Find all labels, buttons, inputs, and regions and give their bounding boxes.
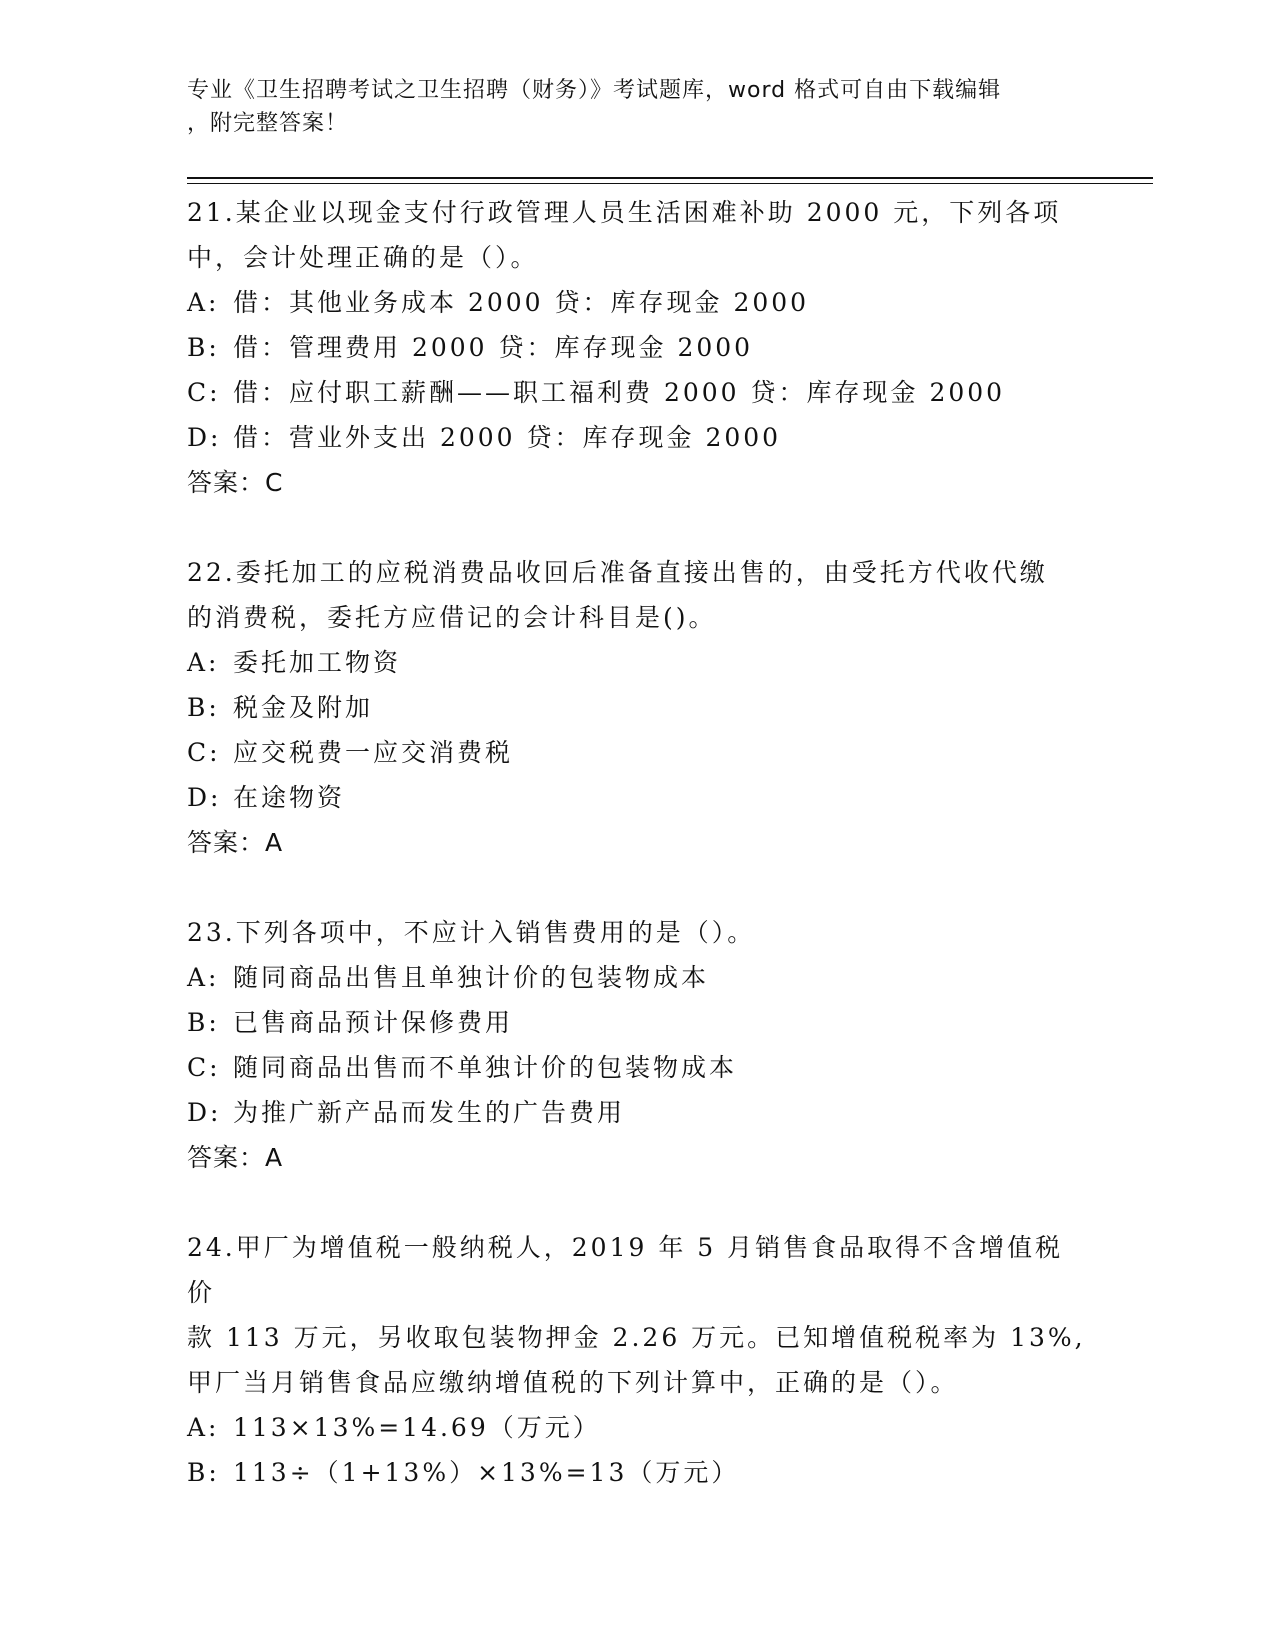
document-header: [187, 74, 1087, 140]
option-key: B:: [187, 693, 220, 722]
option-key: C:: [187, 378, 221, 407]
question-spacer: [187, 1180, 1087, 1225]
option-text: 借：营业外支出 2000 贷：库存现金 2000: [233, 423, 782, 452]
question-stem-line: 甲厂当月销售食品应缴纳增值税的下列计算中，正确的是（）。: [187, 1368, 959, 1397]
option-text: 应交税费一应交消费税: [233, 738, 514, 767]
answer-line: 答案：A: [187, 828, 284, 857]
option-text: 随同商品出售且单独计价的包装物成本: [233, 963, 710, 992]
question-stem-line: 24.甲厂为增值税一般纳税人，2019 年 5 月销售食品取得不含增值税价: [187, 1233, 1064, 1307]
question-24: [187, 1225, 1087, 1495]
option-c: [187, 1045, 1087, 1090]
option-a: [187, 640, 1087, 685]
option-key: B:: [187, 333, 220, 362]
option-key: C:: [187, 1053, 221, 1082]
option-text: 为推广新产品而发生的广告费用: [233, 1098, 626, 1127]
option-a: [187, 280, 1087, 325]
option-key: A:: [187, 963, 220, 992]
option-d: [187, 415, 1087, 460]
option-a: [187, 955, 1087, 1000]
option-text: 已售商品预计保修费用: [233, 1008, 514, 1037]
option-d: [187, 775, 1087, 820]
question-23: [187, 910, 1087, 1180]
option-text: 借：管理费用 2000 贷：库存现金 2000: [233, 333, 754, 362]
question-list: [187, 190, 1087, 1495]
question-stem-line: 中，会计处理正确的是（）。: [187, 243, 539, 272]
option-key: A:: [187, 648, 220, 677]
option-key: C:: [187, 738, 221, 767]
option-key: B:: [187, 1458, 220, 1487]
option-key: D:: [187, 783, 222, 812]
option-text: 随同商品出售而不单独计价的包装物成本: [233, 1053, 738, 1082]
question-stem-line: 21.某企业以现金支付行政管理人员生活困难补助 2000 元，下列各项: [187, 198, 1062, 227]
option-a: [187, 1405, 1087, 1450]
option-key: B:: [187, 1008, 220, 1037]
option-key: D:: [187, 1098, 222, 1127]
question-stem-line: 款 113 万元，另收取包装物押金 2.26 万元。已知增值税税率为 13%,: [187, 1323, 1086, 1352]
question-22: [187, 550, 1087, 865]
answer-line: 答案：C: [187, 468, 284, 497]
option-b: [187, 325, 1087, 370]
option-c: [187, 730, 1087, 775]
option-text: 税金及附加: [233, 693, 374, 722]
option-key: A:: [187, 1413, 220, 1442]
question-spacer: [187, 505, 1087, 550]
question-21: [187, 190, 1087, 505]
header-divider-thick: [187, 177, 1153, 179]
option-key: D:: [187, 423, 222, 452]
header-line-2: ，附完整答案！: [187, 111, 349, 136]
option-text: 委托加工物资: [233, 648, 402, 677]
option-b: [187, 685, 1087, 730]
option-key: A:: [187, 288, 220, 317]
question-stem-line: 23.下列各项中，不应计入销售费用的是（）。: [187, 918, 756, 947]
header-divider-thin: [187, 183, 1153, 184]
option-b: [187, 1450, 1087, 1495]
header-line-1: 专业《卫生招聘考试之卫生招聘（财务）》考试题库，word 格式可自由下载编辑: [187, 78, 1002, 103]
question-spacer: [187, 865, 1087, 910]
question-stem-line: 22.委托加工的应税消费品收回后准备直接出售的，由受托方代收代缴: [187, 558, 1048, 587]
option-text: 113÷（1+13%）×13%=13（万元）: [233, 1458, 740, 1487]
option-text: 借：应付职工薪酬——职工福利费 2000 贷：库存现金 2000: [233, 378, 1006, 407]
answer-line: 答案：A: [187, 1143, 284, 1172]
option-b: [187, 1000, 1087, 1045]
question-stem-line: 的消费税，委托方应借记的会计科目是()。: [187, 603, 717, 632]
option-text: 借：其他业务成本 2000 贷：库存现金 2000: [233, 288, 810, 317]
option-d: [187, 1090, 1087, 1135]
option-text: 在途物资: [233, 783, 346, 812]
option-text: 113×13%=14.69（万元）: [233, 1413, 601, 1442]
option-c: [187, 370, 1087, 415]
